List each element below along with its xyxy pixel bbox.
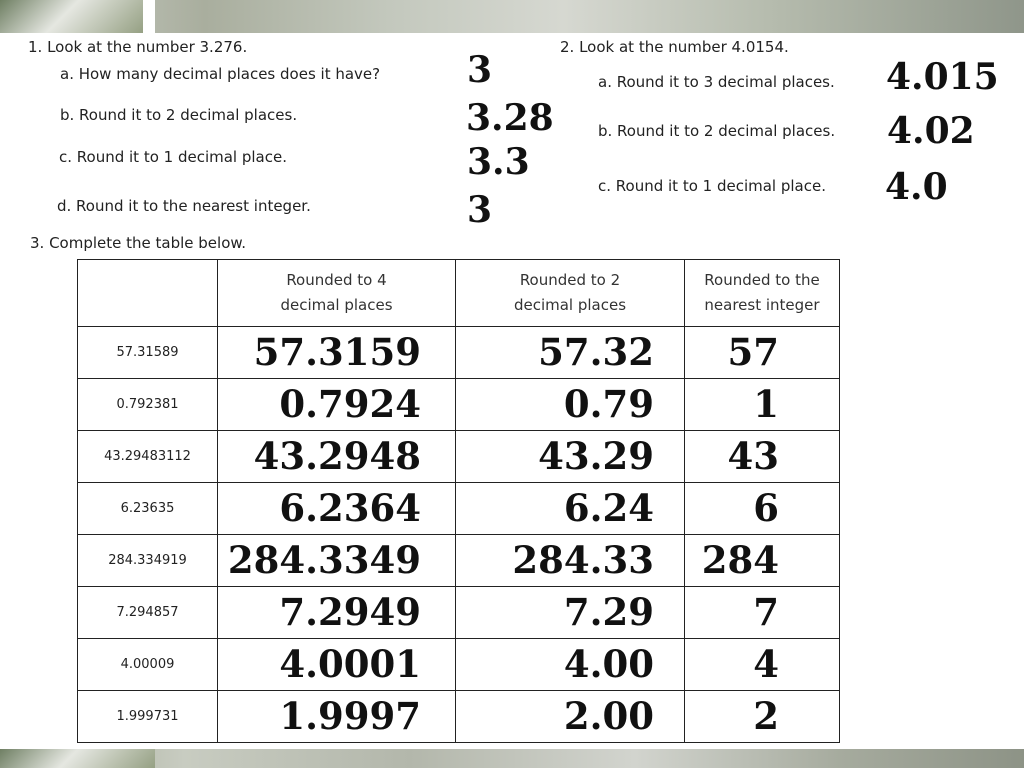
rounded-integer-cell: 1: [685, 379, 840, 431]
banner-gap: [143, 0, 155, 33]
header-line: nearest integer: [704, 296, 820, 314]
q1-answer-c: 3.3: [467, 141, 530, 183]
header-line: Rounded to 4: [286, 271, 387, 289]
rounded-integer-cell: 7: [685, 587, 840, 639]
table-row: [78, 327, 840, 379]
top-banner: [0, 0, 1024, 33]
rounded-integer-cell: 284: [685, 535, 840, 587]
row-number: 0.792381: [78, 379, 218, 431]
rounded-4dp-cell: 57.3159: [218, 327, 456, 379]
q1-answer-d: 3: [467, 189, 493, 231]
rounded-4dp-cell: 43.2948: [218, 431, 456, 483]
table-row: [78, 483, 840, 535]
q3-title: 3. Complete the table below.: [30, 234, 247, 252]
header-line: decimal places: [513, 296, 627, 314]
row-number: 6.23635: [78, 483, 218, 535]
rounded-2dp-cell: 43.29: [456, 431, 685, 483]
q2-answer-c: 4.0: [885, 166, 948, 208]
header-line: Rounded to the: [704, 271, 820, 289]
rounded-2dp-cell: 2.00: [456, 691, 685, 743]
q1-part-d: d. Round it to the nearest integer.: [57, 197, 311, 215]
row-number: 43.29483112: [78, 431, 218, 483]
q1-title: 1. Look at the number 3.276.: [28, 38, 248, 56]
rounded-2dp-cell: 284.33: [456, 535, 685, 587]
q2-part-b: b. Round it to 2 decimal places.: [598, 122, 836, 140]
rounded-2dp-cell: 4.00: [456, 639, 685, 691]
q2-answer-a: 4.015: [886, 56, 999, 98]
banner-photo: [0, 0, 143, 33]
q1-part-c: c. Round it to 1 decimal place.: [59, 148, 287, 166]
rounded-integer-cell: 43: [685, 431, 840, 483]
q1-part-a: a. How many decimal places does it have?: [60, 65, 381, 83]
bottom-banner: [0, 749, 1024, 768]
rounded-4dp-cell: 4.0001: [218, 639, 456, 691]
header-rounded-2dp: [456, 260, 685, 327]
rounded-2dp-cell: 57.32: [456, 327, 685, 379]
header-rounded-integer: [685, 260, 840, 327]
q2-part-c: c. Round it to 1 decimal place.: [598, 177, 826, 195]
rounded-integer-cell: 4: [685, 639, 840, 691]
rounded-4dp-cell: 1.9997: [218, 691, 456, 743]
rounded-2dp-cell: 6.24: [456, 483, 685, 535]
header-blank: [78, 260, 218, 327]
rounded-4dp-cell: 0.7924: [218, 379, 456, 431]
q2-answer-b: 4.02: [887, 110, 975, 152]
row-number: 7.294857: [78, 587, 218, 639]
table-row: [78, 535, 840, 587]
q1-part-b: b. Round it to 2 decimal places.: [60, 106, 298, 124]
header-line: Rounded to 2: [519, 271, 621, 289]
row-number: 4.00009: [78, 639, 218, 691]
table-row: [78, 639, 840, 691]
rounding-table: [77, 259, 840, 743]
rounded-2dp-cell: 7.29: [456, 587, 685, 639]
table-row: [78, 587, 840, 639]
table-row: [78, 691, 840, 743]
q2-title: 2. Look at the number 4.0154.: [560, 38, 789, 56]
table-row: [78, 379, 840, 431]
rounded-integer-cell: 6: [685, 483, 840, 535]
q1-answer-b: 3.28: [466, 97, 554, 139]
rounded-integer-cell: 2: [685, 691, 840, 743]
row-number: 57.31589: [78, 327, 218, 379]
table-header-row: [78, 260, 840, 327]
rounded-4dp-cell: 284.3349: [218, 535, 456, 587]
banner-photo: [0, 749, 155, 768]
table-row: [78, 431, 840, 483]
rounded-2dp-cell: 0.79: [456, 379, 685, 431]
q2-part-a: a. Round it to 3 decimal places.: [598, 73, 835, 91]
row-number: 1.999731: [78, 691, 218, 743]
header-line: decimal places: [280, 296, 393, 314]
q1-answer-a: 3: [467, 49, 493, 91]
row-number: 284.334919: [78, 535, 218, 587]
rounded-4dp-cell: 7.2949: [218, 587, 456, 639]
rounded-4dp-cell: 6.2364: [218, 483, 456, 535]
rounded-integer-cell: 57: [685, 327, 840, 379]
header-rounded-4dp: [218, 260, 456, 327]
